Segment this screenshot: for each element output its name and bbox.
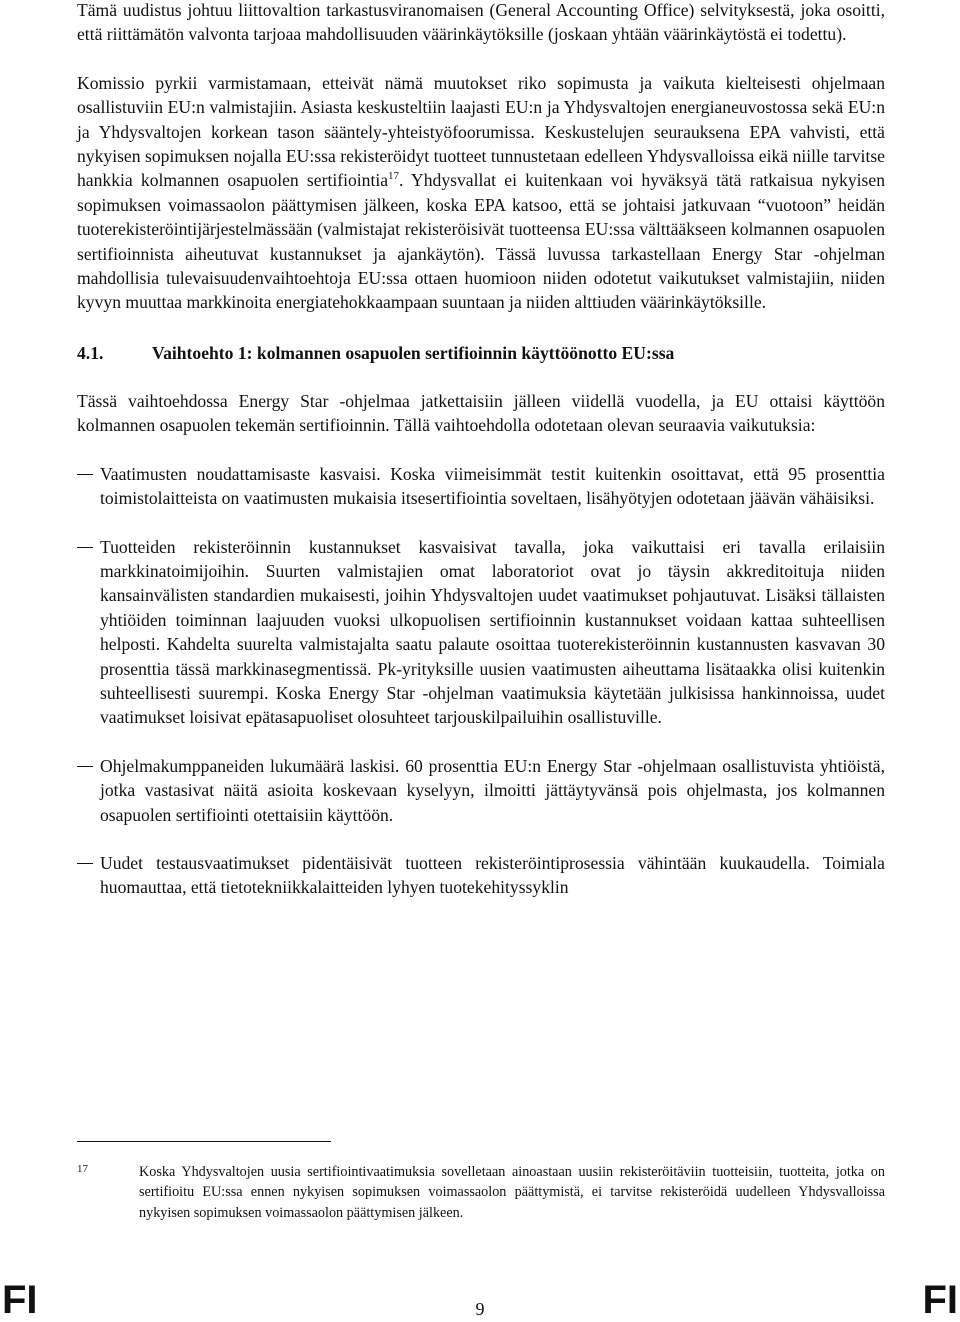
section-heading <box>77 341 885 365</box>
page-number: 9 <box>475 1299 485 1319</box>
document-body <box>77 0 885 924</box>
paragraph-commission-part1: Komissio pyrkii varmistamaan, etteivät nämä muutokset riko sopimusta ja vaikuta kielteisesti ohjelmaan osallistuviin EU:n valmistajiin. Asiasta keskusteltiin laajasti EU:n ja Yhdysvaltojen energianeuvostossa sekä EU:n ja Yhdysvaltojen korkean tason sääntely-yhteistyöfoorumissa. Keskustelujen seurauksena EPA vahvisti, että nykyisen sopimuksen nojalla EU:ssa rekisteröidyt tuotteet tunnustetaan edelleen Yhdysvalloissa eikä niille tarvitse hankkia kolmannen osapuolen sertifiointia <box>77 72 885 191</box>
list-item-text: Uudet testausvaatimukset pidentäisivät tuotteen rekisteröintiprosessia vähintään kuukaudella. Toimiala huomauttaa, että tietotekniikkalaitteiden lyhyen tuotekehityssyklin <box>100 852 885 898</box>
list-item <box>77 535 885 730</box>
paragraph-commission <box>77 71 885 315</box>
footnote-text: Koska Yhdysvaltojen uusia sertifiointivaatimuksia sovelletaan ainoastaan uusiin rekisteröitäviin tuotteisiin, tuotteita, jotka on sertifioitu EU:ssa ennen nykyisen sopimuksen voimassaolon päättymistä, ei tarvitse rekisteröidä uudelleen Yhdysvalloissa nykyisen sopimuksen voimassaolon päättymisen jälkeen. <box>139 1164 885 1221</box>
footnote-separator <box>77 1141 331 1142</box>
paragraph-intro: Tämä uudistus johtuu liittovaltion tarkastusviranomaisen (General Accounting Office) selvityksestä, joka osoitti, että riittämätön valvonta tarjoaa mahdollisuuden väärinkäytöksille (joskaan yhtään väärinkäytöstä ei todettu). <box>77 0 885 45</box>
footnote-number: 17 <box>77 1163 88 1175</box>
list-item <box>77 462 885 511</box>
footer-language-left: FI <box>2 1278 38 1322</box>
impacts-list <box>77 462 885 900</box>
list-item <box>77 851 885 900</box>
list-item-text: Vaatimusten noudattamisaste kasvaisi. Koska viimeisimmät testit kuitenkin osoittavat, että 95 prosenttia toimistolaitteista on vaatimusten mukaisia itsesertifiointia soveltaen, lisähyötyjen odotetaan jäävän vähäisiksi. <box>100 463 885 509</box>
footnote <box>77 1162 885 1223</box>
list-item <box>77 754 885 827</box>
footnote-reference[interactable]: 17 <box>388 170 400 183</box>
section-number: 4.1. <box>77 342 104 363</box>
footer-language-right: FI <box>922 1278 958 1322</box>
list-item-text: Ohjelmakumppaneiden lukumäärä laskisi. 60 prosenttia EU:n Energy Star -ohjelmaan osallistuvista yhtiöistä, jotka vastasivat näitä asioita koskevaan kyselyyn, ilmoitti jättäytyvänsä pois ohjelmasta, jos kolmannen osapuolen sertifiointi otettaisiin käyttöön. <box>100 755 885 825</box>
paragraph-commission-part2: . Yhdysvallat ei kuitenkaan voi hyväksyä tätä ratkaisua nykyisen sopimuksen voimassaolon päättymisen jälkeen, koska EPA katsoo, että se johtaisi jatkuvaan “vuotoon” heidän tuoterekisteröintijärjestelmässään (valmistajat rekisteröisivät tuotteensa EU:ssa välttääkseen kolmannen osapuolen sertifioinnista aiheutuvat kustannukset ja ajankäytön). Tässä luvussa tarkastellaan Energy Star -ohjelman mahdollisia tulevaisuudenvaihtoehtoja EU:ssa ottaen huomioon niiden odotetut vaikutukset valmistajiin, niiden kyvyn muuttaa markkinoita energiatehokkaampaan suuntaan ja niiden alttiuden väärinkäytöksille. <box>77 170 885 313</box>
paragraph-option-intro: Tässä vaihtoehdossa Energy Star -ohjelmaa jatkettaisiin jälleen viidellä vuodella, ja EU ottaisi käyttöön kolmannen osapuolen tekemän sertifioinnin. Tällä vaihtoehdolla odotetaan olevan seuraavia vaikutuksia: <box>77 390 885 436</box>
list-item-text: Tuotteiden rekisteröinnin kustannukset kasvaisivat tavalla, joka vaikuttaisi eri tavalla erilaisiin markkinatoimijoihin. Suurten valmistajien omat laboratoriot ovat jo täysin akkreditoituja niiden kansainvälisten standardien mukaisesti, joihin Yhdysvaltojen uudet vaatimukset pohjautuvat. Lisäksi tällaisten yhtiöiden toiminnan laajuuden vuoksi ulkopuolisen sertifioinnin kustannukset voidaan kattaa suhteellisen helposti. Kahdelta suurelta valmistajalta saatu palaute osoittaa tuoterekisteröinnin kustannusten kasvavan 30 prosenttia tässä markkinasegmentissä. Pk-yrityksille uusien vaatimusten aiheuttama lisätaakka olisi kuitenkin suhteellisesti suurempi. Koska Energy Star -ohjelman vaatimuksia käytetään julkisissa hankinnoissa, uudet vaatimukset loisivat epätasapuoliset olosuhteet tarjouskilpailuihin osallistuville. <box>100 536 885 728</box>
section-title: Vaihtoehto 1: kolmannen osapuolen sertifioinnin käyttöönotto EU:ssa <box>152 342 675 363</box>
